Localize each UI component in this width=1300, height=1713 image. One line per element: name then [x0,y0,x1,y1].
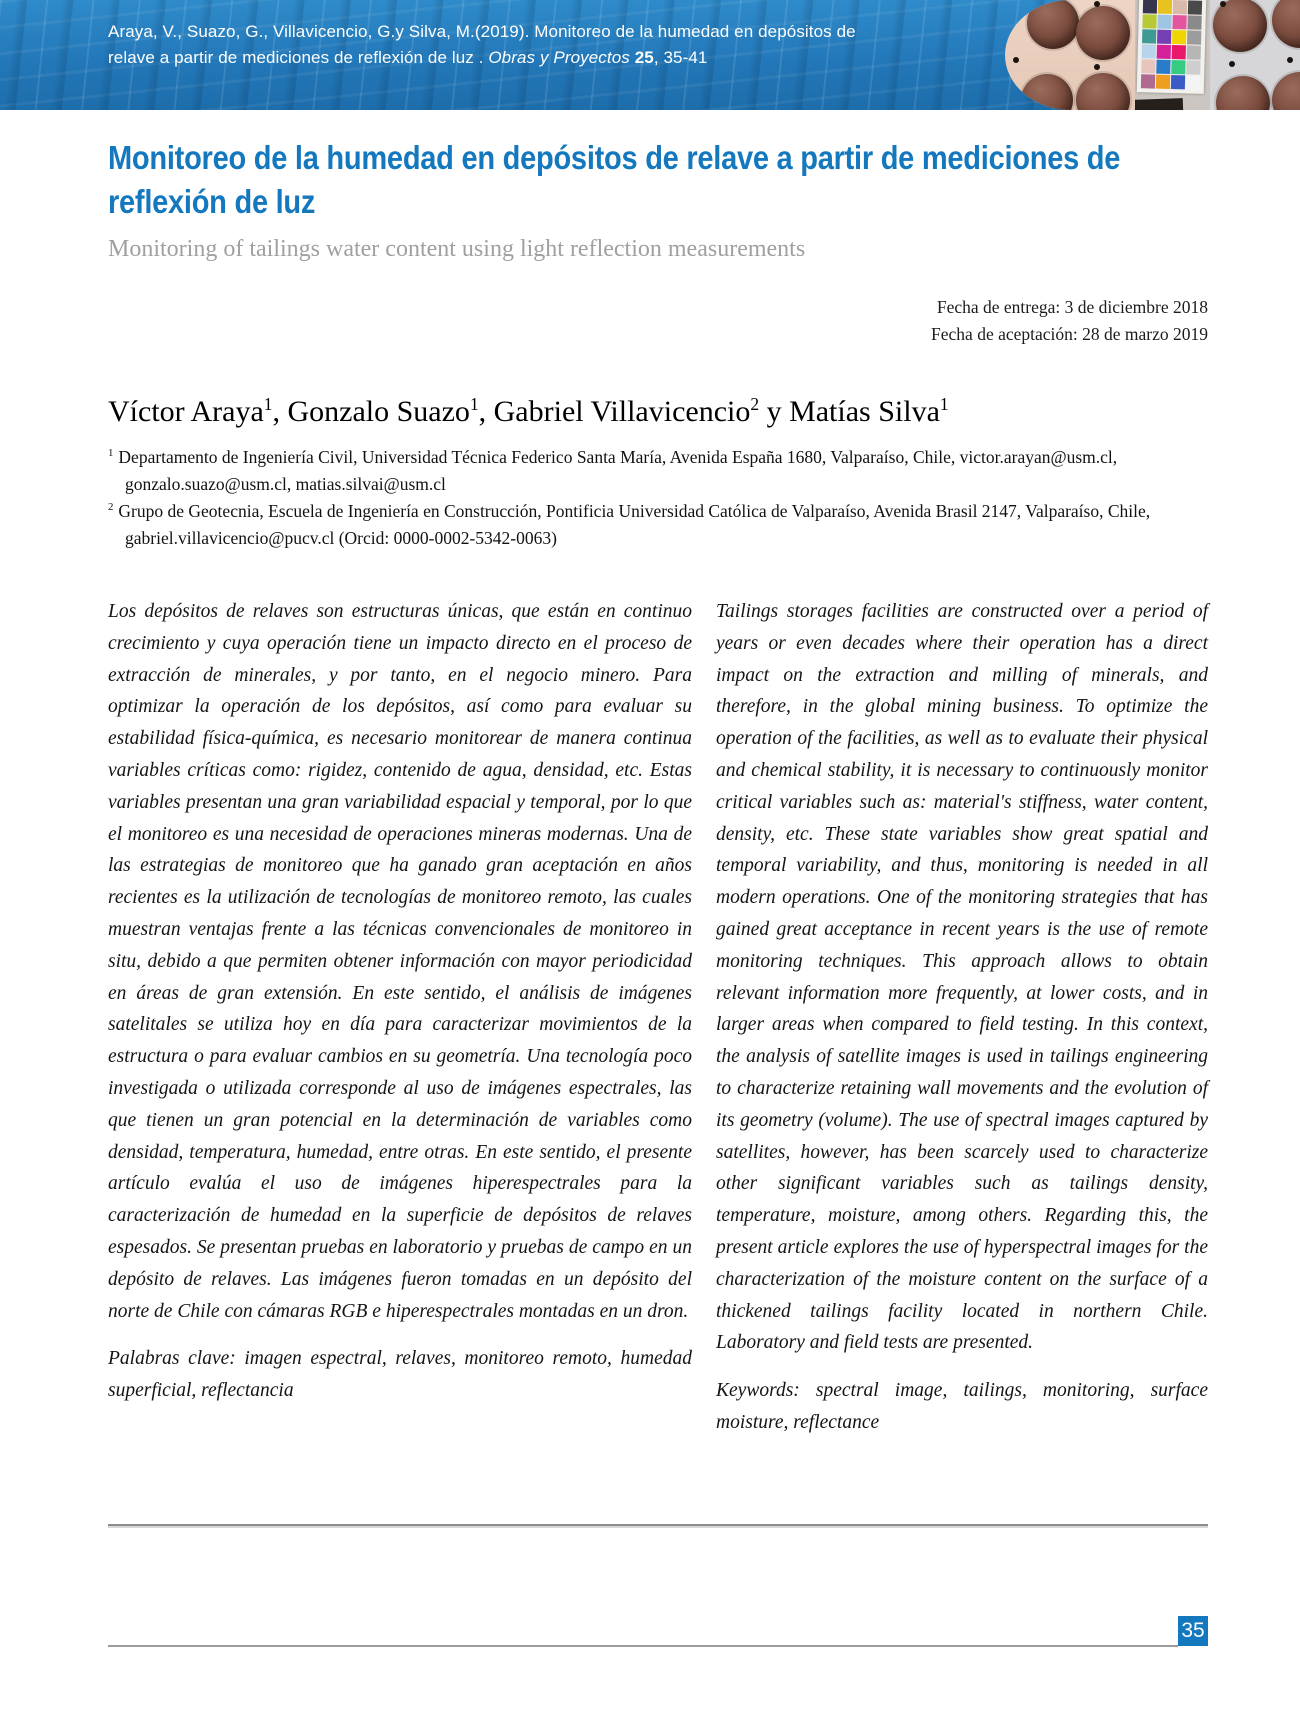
abstract-columns [108,596,1208,1439]
colorchecker-cell [1157,45,1171,59]
citation-line-2: relave a partir de mediciones de reflexión de luz . Obras y Proyectos 25, 35-41 [108,48,708,67]
section-divider-rule [108,1524,1208,1528]
tailings-samples-photo-left [1005,0,1135,110]
tray-hole [1013,57,1019,63]
colorchecker-cell [1173,0,1187,14]
journal-banner [0,0,1300,110]
keywords-spanish: Palabras clave: imagen espectral, relaves, monitoreo remoto, humedad superficial, reflectancia [108,1348,692,1402]
banner-photos [1005,0,1300,110]
colorchecker-cell [1143,0,1157,14]
colorchecker-cell [1187,45,1201,59]
submission-date: Fecha de entrega: 3 de diciembre 2018 [936,297,1208,317]
colorchecker-cell [1142,29,1156,43]
colorchecker-cell [1171,75,1185,89]
tailings-sample-ball [1076,6,1130,60]
tray-hole [1094,1,1100,7]
colorchecker-cell [1156,75,1170,89]
tray-hole [1094,64,1100,70]
colorchecker-photo [1135,0,1210,110]
affiliation-1-marker: 1 [108,447,114,460]
affiliation-1 [108,444,1208,498]
citation-line-1: Araya, V., Suazo, G., Villavicencio, G.y Silva, M.(2019). Monitoreo de la humedad en depósitos de [108,22,856,41]
colorchecker-cell [1172,45,1186,59]
colorchecker-cell [1158,0,1172,14]
colorchecker-cell [1172,30,1186,44]
colorchecker-cell [1142,14,1156,28]
authors-line: Víctor Araya$^1$, Gonzalo Suazo$^1$, Gabriel Villavicencio$^2$ y Matías Silva$^1$ [108,394,949,428]
article-title [108,136,1208,224]
abstract-english: Tailings storages facilities are constructed over a period of years or even decades where their operation has a direct impact on the extraction and milling of minerals, and therefore, in the global mining business. To optimize the operation of the facilities, as well as to evaluate their physical and chemical stability, it is necessary to continuously monitor critical variables such as: material's stiffness, water content, density, etc. These state variables show great spatial and temporal variability, and thus, monitoring is needed in all modern operations. One of the monitoring strategies that has gained great acceptance in recent years is the use of remote monitoring techniques. This approach allows to obtain relevant information more frequently, at lower costs, and in larger areas when compared to field testing. In this context, the analysis of satellite images is used in tailings engineering to characterize retaining wall movements and the evolution of its geometry (volume). The use of spectral images captured by satellites, however, has been scarcely used to characterize other significant variables such as tailings density, temperature, moisture, among others. Regarding this, the present article explores the use of hyperspectral images for the characterization of the moisture content on the surface of a thickened tailings facility located in northern Chile. Laboratory and field tests are presented. [716,601,1208,1354]
colorchecker-cell [1141,74,1155,88]
affiliation-1-text: Departamento de Ingeniería Civil, Universidad Técnica Federico Santa María, Avenida España 1680, Valparaíso, Chile, victor.arayan@usm.cl, gonzalo.suazo@usm.cl, matias.silvai@usm.cl [118,447,1118,494]
colorchecker-cell [1157,15,1171,29]
affiliation-2 [108,498,1208,552]
tailings-sample-ball [1076,73,1130,110]
colorchecker-cell [1188,0,1202,14]
affiliation-2-marker: 2 [108,501,114,514]
tray-hole [1220,1,1226,7]
affiliation-2-text: Grupo de Geotecnia, Escuela de Ingeniería en Construcción, Pontificia Universidad Católica de Valparaíso, Avenida Brasil 2147, Valparaíso, Chile, gabriel.villavicencio@pucv.cl (Orcid: 0000-0002-5342-0063) [118,501,1151,548]
article-title-line-1: Monitoreo de la humedad en depósitos de relave a partir de mediciones de [108,139,1121,176]
tailings-sample-ball [1272,0,1300,48]
colorchecker-cell [1171,60,1185,74]
colorchecker-cell [1172,15,1186,29]
article-front-matter [108,110,1208,1439]
keywords-english: Keywords: spectral image, tailings, monitoring, surface moisture, reflectance [716,1380,1208,1433]
abstract-column-spanish [108,596,692,1439]
colorchecker-cell [1141,59,1155,73]
acceptance-date: Fecha de aceptación: 28 de marzo 2019 [931,324,1208,344]
colorchecker-cell [1157,30,1171,44]
abstract-spanish: Los depósitos de relaves son estructuras únicas, que están en continuo crecimiento y cuya operación tiene un impacto directo en el proceso de extracción de minerales, y por tanto, en el negocio minero. Para optimizar la operación de los depósitos, así como para evaluar su estabilidad física-química, es necesario monitorear de manera continua variables críticas como: rigidez, contenido de agua, densidad, etc. Estas variables presentan una gran variabilidad espacial y temporal, por lo que el monitoreo es una necesidad de operaciones mineras modernas. Una de las estrategias de monitoreo que ha ganado gran aceptación en años recientes es la utilización de tecnologías de monitoreo remoto, las cuales muestran ventajas frente a las técnicas convencionales de monitoreo in situ, debido a que permiten obtener información con mayor periodicidad en áreas de gran extensión. En este sentido, el análisis de imágenes satelitales se utiliza hoy en día para caracterizar movimientos de la estructura o para evaluar cambios en su geometría. Una tecnología poco investigada o utilizada corresponde al uso de imágenes espectrales, las que tienen un gran potencial en la determinación de variables como densidad, temperatura, humedad, entre otras. En este sentido, el presente artículo evalúa el uso de imágenes hiperespectrales para la caracterización de humedad en la superficie de depósitos de relaves espesados. Se presentan pruebas en laboratorio y pruebas de campo en un depósito de relaves. Las imágenes fueron tomadas en un depósito del norte de Chile con cámaras RGB e hiperespectrales montadas en un dron. [108,601,692,1322]
colorchecker-grid [1141,0,1202,90]
footer-rule [108,1645,1178,1647]
tailings-sample-ball [1027,0,1079,49]
tailings-samples-photo-right [1210,0,1300,110]
tailings-sample-ball [1216,76,1270,110]
abstract-column-english [716,596,1208,1439]
article-subtitle-english: Monitoring of tailings water content using light reflection measurements [108,236,806,262]
colorchecker-label-bar [1135,98,1183,110]
tray-hole [1287,57,1293,63]
tray-hole [1229,61,1235,67]
colorchecker-cell [1186,75,1200,89]
article-dates [108,294,1208,348]
citation [108,19,968,71]
colorchecker-cell [1187,30,1201,44]
colorchecker-cell [1156,60,1170,74]
colorchecker-cell [1186,60,1200,74]
tailings-sample-ball [1272,72,1300,110]
tailings-sample-ball [1213,0,1267,52]
colorchecker-cell [1142,44,1156,58]
article-title-line-2: reflexión de luz [108,183,316,220]
tailings-sample-ball [1021,74,1073,110]
colorchecker-card [1137,0,1207,94]
affiliations [108,444,1208,552]
colorchecker-cell [1187,15,1201,29]
page-number-badge: 35 [1178,1616,1208,1646]
